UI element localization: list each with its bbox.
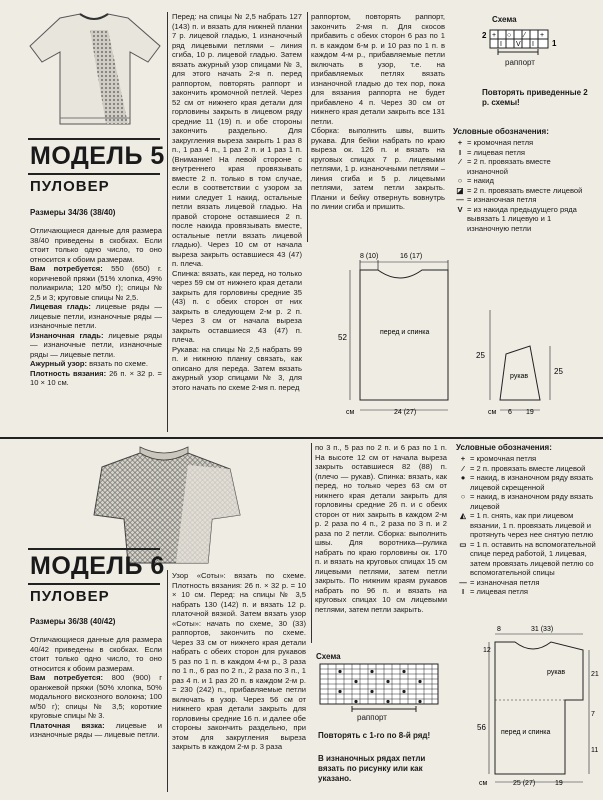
model6-col2: Узор «Соты»: вязать по схеме. Плотность вязания: 26 п. × 32 р. = 10 × 10 см. Перед: на спицы № 3,5 набрать 130 (142) п. и вязать 12 р. платочной вязкой. Затем вязать узор «Соты»: начать по схеме, 30 (33) раппортов, закончить по схеме. Через 33 см от нижнего края детали набрать с обеих сторон для рукавов 5 раз по 1 п. в каждом 4-м р., 3 раза по 1 п., 6 раз по 2 п., 2 раза по 3 п., 1 раз 4 п. и 1 раз 20 п. в каждом 2-м р. = 230 (242) п., прибавляемые петли включать в узор. Через 56 см от нижнего края детали закрыть для горловины средние 16 п. и далее обе стороны закончить раздельно, при этом для закругления выреза закрыть в каждом 2-м р. 3 раза (172, 571, 306, 751)
model5-pattern-top2: 16 (17) (400, 253, 423, 260)
svg-text:○: ○ (507, 32, 512, 39)
model6-pattern-h56: 56 (477, 723, 486, 732)
model6-scheme-title: Схема (316, 652, 341, 661)
svg-text:+: + (540, 32, 545, 39)
model5-rule (28, 138, 160, 140)
model5-pattern-diagram (330, 250, 590, 425)
model5-legend-item (453, 186, 593, 196)
model6-legend-symbol: ● (460, 473, 466, 482)
model6-legend-item (456, 464, 596, 474)
model5-legend-text: = изнаночная петля (467, 195, 537, 204)
model5-legend-symbol: V (457, 204, 463, 214)
model6-legend-text: = лицевая петля (470, 587, 529, 596)
model6-pattern-h12: 12 (483, 647, 491, 654)
model6-legend-text: = 2 п. провязать вместе лицевой (470, 463, 586, 473)
model6-pattern-cm: см (479, 780, 488, 787)
model6-legend-item (456, 578, 596, 588)
model5-lace: Ажурный узор: вязать по схеме. (30, 359, 148, 368)
model5-legend-symbol: ⁄ (459, 157, 461, 166)
model6-legend-item (456, 492, 596, 511)
model5-legend (453, 138, 593, 233)
model5-pattern-sleeve-h2: 25 (554, 367, 563, 376)
model6-legend-symbol: ⁄ (462, 463, 464, 473)
model6-rapport-label: раппорт (357, 713, 387, 722)
svg-text:⁄: ⁄ (524, 32, 526, 39)
model6-materials: Вам потребуется: 800 (900) г оранжевой пряжи (50% хлопка, 50% модального вискозного волокна; 100 м/50 г); спицы № 3,5; короткие круговые спицы № 3. (30, 673, 162, 720)
model5-intro: Отличающиеся данные для размера 38/40 приведены в скобках. Если стоит только одно число, то оно относится к обоим размерам. (30, 226, 162, 264)
model5-legend-item (453, 148, 593, 158)
model6-pattern-width: 25 (27) (513, 780, 536, 787)
model5-col1 (30, 226, 162, 388)
model6-legend-symbol: ▭ (459, 539, 467, 549)
column-divider-4 (311, 443, 312, 643)
model5-legend-title: Условные обозначения: (453, 127, 549, 136)
model6-rule-2 (28, 583, 160, 585)
model5-sweater-photo (20, 10, 168, 128)
model6-legend-item (456, 473, 596, 492)
model5-legend-text: = 2 п. провязать вместе изнаночной (467, 157, 551, 176)
model5-legend-item (453, 195, 593, 205)
model5-col2 (172, 12, 302, 392)
model6-title: МОДЕЛЬ 6 (30, 552, 165, 580)
model6-legend-text: = 1 п. оставить на вспомогательной спице перед работой, 1 лицевая, затем провязать лицевой петлю со вспомогательной спицы (470, 539, 596, 577)
model6-legend-symbol: I (461, 587, 465, 596)
model5-purl: Изнаночная гладь: лицевые ряды — изнаночные петли, изнаночные ряды — лицевые петли. (30, 330, 162, 359)
model6-legend-item (456, 511, 596, 540)
model5-legend-text: = лицевая петля (467, 147, 526, 157)
model6-pattern-h21: 21 (591, 671, 599, 678)
model6-legend-symbol: + (460, 454, 466, 463)
model6-legend-text: = изнаночная петля (470, 577, 540, 587)
model6-pattern-top2: 8 (497, 626, 501, 633)
model5-pattern-s19: 19 (526, 409, 534, 416)
model6-legend-symbol: ◭ (460, 511, 466, 520)
model5-legend-symbol: ◪ (456, 185, 464, 195)
model6-legend-text: = кромочная петля (470, 454, 537, 463)
model6-legend-text: = накид, в изнаночном ряду вязать лицевой скрещенной (470, 473, 594, 492)
model6-legend-item (456, 540, 596, 578)
model5-pattern-top: 8 (10) (360, 253, 379, 260)
model6-pattern-diagram (455, 622, 600, 792)
model6-pattern-h11: 11 (591, 747, 599, 754)
model6-sizes: Размеры 36/38 (40/42) (30, 617, 116, 626)
svg-text:+: + (492, 32, 497, 39)
svg-text:2: 2 (482, 31, 487, 40)
model5-front-text: Перед: на спицы № 2,5 набрать 127 (143) п. и вязать для нижней планки 7 р. лицевой гладью, 1 изнаночный ряд лицевыми петлями – линия сгиба, 10 р. лицевой гладью. Затем вязать ажурный узор спицами № 3, для этого начать 2-я п. перед раппортом, повторять раппорт и закончить кромочной петлей. Через 52 см от нижнего края детали для горловины закрыть в лицевом ряду средние 11 (19) п. и обе стороны закончить раздельно. Для закругления выреза закрыть 1 раз 8 п., 1 раз 4 п., 1 раз 2 п. и 1 раз 1 п. (Внимание! На левой стороне с внутреннего края провязывать вместе 2 п. только в том случае, если в соответствии с узором за ними следует 1 накид, остальные петли вязать лицевой гладью. На правой стороне оставшиеся 2 п. после накида провязывать вместе, остальные петли вязать лицевой гладью). Через 10 см от начала выреза закрыть оставшиеся 43 (47) п. плеча. (172, 12, 302, 268)
model5-density: Плотность вязания: 26 п. × 32 р. = 10 × 10 см. (30, 368, 162, 387)
model6-legend-item (456, 454, 596, 464)
svg-text:1: 1 (552, 39, 557, 48)
model6-legend-text: = 1 п. снять, как при лицевом вязании, 1 п. провязать лицевой и протянуть через нее снятую петлю (470, 511, 594, 539)
model6-pattern-front: перед и спинка (501, 729, 551, 736)
model5-assembly-text: Сборка: выполнить швы, вшить рукава. Для бейки набрать по краю выреза ок. 126 п. и вязать на круговых спицах 7 р. лицевыми петлями, 1 р. изнаночными петлями – линия сгиба и 5 р. лицевыми петлями, затем петли закрыть. Планки и бейку отвернуть вовнутрь по линии сгиба и пришить. (311, 126, 445, 211)
model6-pattern-w19: 19 (555, 780, 563, 787)
model5-legend-text: = 2 п. провязать вместе лицевой (467, 185, 583, 195)
model6-legend-title: Условные обозначения: (456, 443, 552, 452)
model5-legend-symbol: ○ (457, 176, 463, 185)
model5-legend-text: = кромочная петля (467, 138, 534, 147)
model5-legend-text: = из накида предыдущего ряда вывязать 1 лицевую и 1 изнаночную петли (467, 204, 577, 233)
svg-text:I: I (500, 41, 502, 48)
model5-subtitle: ПУЛОВЕР (30, 178, 110, 195)
model5-title: МОДЕЛЬ 5 (30, 142, 165, 170)
model5-face: Лицевая гладь: лицевые ряды — лицевые петли, изнаночные ряды — изнаночные петли. (30, 302, 162, 330)
model6-subtitle: ПУЛОВЕР (30, 588, 110, 605)
model5-legend-item (453, 176, 593, 186)
model6-plain: Платочная вязка: лицевые и изнаночные ряды — лицевые петли. (30, 720, 162, 739)
model5-pattern-width: 24 (27) (394, 409, 417, 416)
model6-scheme-note2: В изнаночных рядах петли вязать по рисунку или как указано. (318, 754, 426, 783)
model5-scheme-note: Повторять приведенные 2 р. схемы! (482, 88, 588, 107)
model5-pattern-front: перед и спинка (380, 329, 430, 336)
model6-pattern-h7: 7 (591, 711, 595, 718)
svg-text:I: I (532, 41, 534, 48)
column-divider (167, 12, 168, 432)
model5-pattern-h52: 52 (338, 333, 347, 342)
model6-col3: по 3 п., 5 раз по 2 п. и 6 раз по 1 п. На высоте 12 см от начала выреза закрыть оставшиеся 82 (88) п. (плечо — рукав). Спинка: вязать, как перед, но только через 63 см от нижнего края детали закрыть для горловины средние 26 п. и с обеих сторон от них закрыть в каждом 2-м р. 2 раза по 4 п., 2 раза по 3 п. и 2 раза по 2 петли. Сборка: выполнить швы. Для воротника—рулика набрать по краю горловины ок. 170 п. и вязать на круговых спицах 15 см лицевыми петлями, затем петли закрыть. По нижним краям рукавов набрать по 96 п. и вязать на круговых спицах 10 см лицевыми петлями, затем петли закрыть. (315, 443, 447, 614)
section-divider (0, 437, 603, 439)
model5-legend-item (453, 205, 593, 234)
model5-rapport-label: раппорт (505, 58, 535, 67)
model6-col1 (30, 635, 162, 740)
model5-rule-2 (28, 173, 160, 175)
model5-col3 (311, 12, 445, 212)
model6-pattern-sleeve: рукав (547, 669, 566, 676)
column-divider-2 (307, 12, 308, 242)
model5-legend-symbol: + (457, 138, 463, 147)
model5-pattern-s6: 6 (508, 409, 512, 416)
svg-text:V: V (516, 41, 521, 48)
model6-legend-text: = накид, в изнаночном ряду вязать лицевой (470, 492, 594, 511)
model5-legend-item (453, 157, 593, 176)
model6-scheme-chart (312, 662, 452, 720)
model5-pattern-s-cm: см (488, 409, 497, 416)
model5-pattern-sleeve-h: 25 (476, 351, 485, 360)
model5-legend-symbol: I (458, 147, 462, 157)
model5-legend-item (453, 138, 593, 148)
model6-pattern-top1: 31 (33) (531, 626, 554, 633)
model6-intro: Отличающиеся данные для размера 40/42 приведены в скобках. Если стоит только одно число, то оно относится к обоим размерам. (30, 635, 162, 673)
model5-pattern-sleeve: рукав (510, 373, 529, 380)
model6-legend-symbol: ○ (460, 492, 466, 501)
model6-legend-item (456, 587, 596, 597)
model5-legend-symbol: — (456, 195, 464, 204)
column-divider-3 (167, 570, 168, 792)
model5-materials: Вам потребуется: 550 (650) г. коричневой пряжи (51% хлопка, 49% полиакрила; 120 м/50 г); спицы № 2,5 и 3; круговые спицы № 2,5. (30, 264, 162, 302)
model6-scheme-note: Повторять с 1-го по 8-й ряд! (318, 731, 431, 740)
model5-col3-text: раппортом, повторять раппорт, закончить 2-мя п. Для скосов прибавить с обеих сторон 6 раз по 1 п. в каждом 6-м р. и 10 раз по 1 п. в каждом 4-м р., прибавляемые петли включать в узор, т.е. на прибавляемых петлях вязать изнаночной гладью до тех пор, пока для вязания раппорта не будет прибавлено 4 п. Через 30 см от нижнего края детали закрыть все 131 петли. (311, 12, 445, 126)
model5-sizes: Размеры 34/36 (38/40) (30, 208, 116, 217)
model5-sleeves-text: Рукава: на спицы № 2,5 набрать 99 п. и нижнюю планку связать, как описано для переда. Затем вязать ажурный узор спицами № 3, для этого начать по схеме 2-мя п. перед (172, 344, 302, 392)
model5-pattern-cm: см (346, 409, 355, 416)
model5-back-text: Спинка: вязать, как перед, но только через 59 см от нижнего края детали закрыть для горловины средние 35 (43) п. с обеих сторон от них закрыть в следующем 2-м р. 2 п. Через 3 см от начала выреза закрыть оставшиеся 43 (47) п. плеча. (172, 268, 302, 344)
model5-legend-text: = накид (467, 176, 494, 185)
model6-legend (456, 454, 596, 597)
model6-rule (28, 548, 160, 550)
model6-legend-symbol: — (459, 577, 467, 587)
model5-scheme-title: Схема (492, 15, 517, 24)
